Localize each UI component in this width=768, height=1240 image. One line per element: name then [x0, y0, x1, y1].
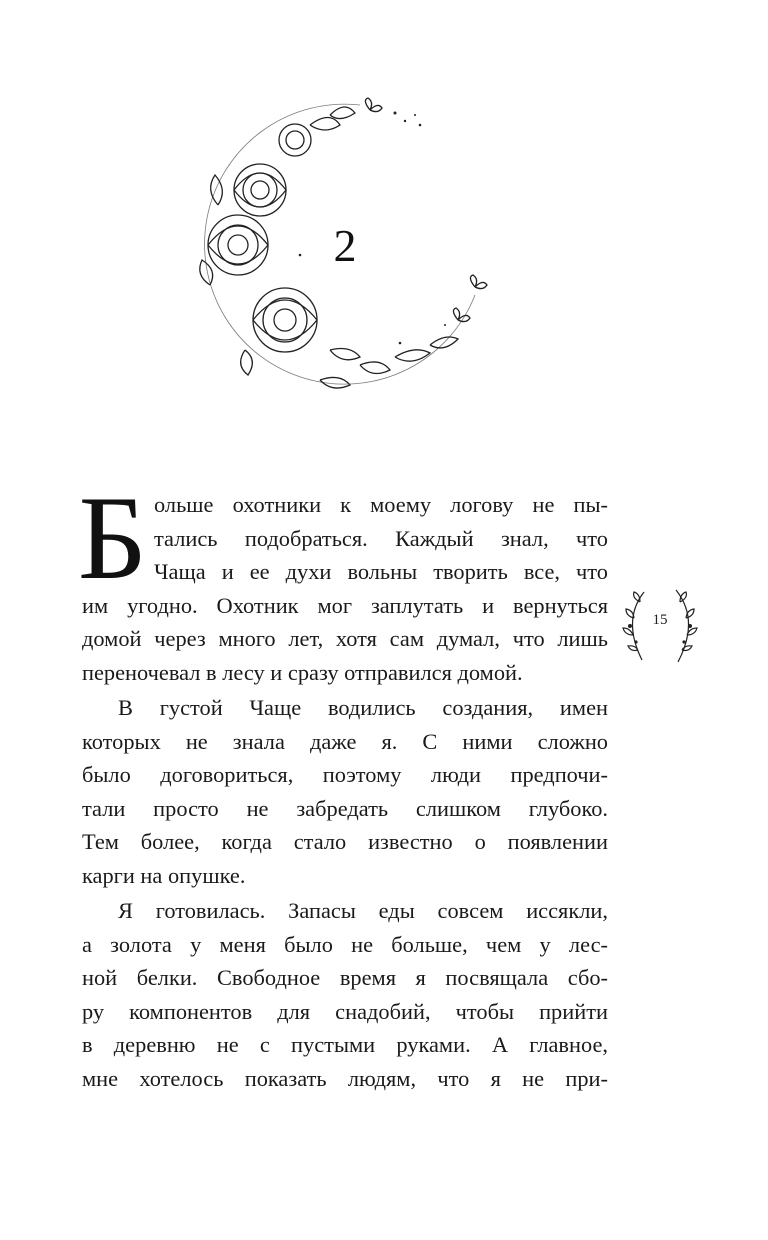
paragraph	[82, 691, 608, 892]
text-line: тались подобраться. Каждый знал, что	[154, 525, 608, 551]
drop-cap: Б	[78, 471, 147, 604]
text-line: им угодно. Охотник мог заплутать и вернуться	[82, 592, 608, 618]
text-line: ной белки. Свободное время я посвящала сбо-	[82, 965, 608, 990]
paragraph	[78, 471, 608, 689]
text-line-content: ольше охотники к моему логову не пы-	[154, 492, 608, 517]
text-line: Тем более, когда стало известно о появлении	[82, 829, 608, 854]
chapter-number: 2	[333, 220, 357, 271]
text-line: В густой Чаще водились создания, имен	[118, 695, 608, 720]
text-line: домой через много лет, хотя сам думал, что лишь	[82, 626, 608, 651]
text-line: в деревню не с пустыми руками. А главное,	[82, 1032, 608, 1057]
text-line: Я готовилась. Запасы еды совсем иссякли,	[118, 898, 608, 923]
text-line: мне хотелось показать людям, что я не при-	[82, 1065, 608, 1091]
chapter-body-text	[78, 471, 608, 1095]
text-line: тали просто не забредать слишком глубоко.	[82, 795, 608, 821]
text-line: ру компонентов для снадобий, чтобы прийти	[82, 998, 608, 1024]
text-line: а золота у меня было не больше, чем у лес-	[82, 931, 608, 957]
text-line: Чаща и ее духи вольны творить все, что	[154, 559, 608, 584]
paragraph	[82, 894, 608, 1095]
text-line: которых не знала даже я. С ними сложно	[82, 728, 608, 754]
text-line: было договориться, поэтому люди предпочи-	[82, 762, 608, 787]
text-line: карги на опушке.	[82, 862, 246, 888]
page-number: 15	[652, 612, 668, 628]
text-line: переночевал в лесу и сразу отправился домой.	[82, 659, 523, 685]
